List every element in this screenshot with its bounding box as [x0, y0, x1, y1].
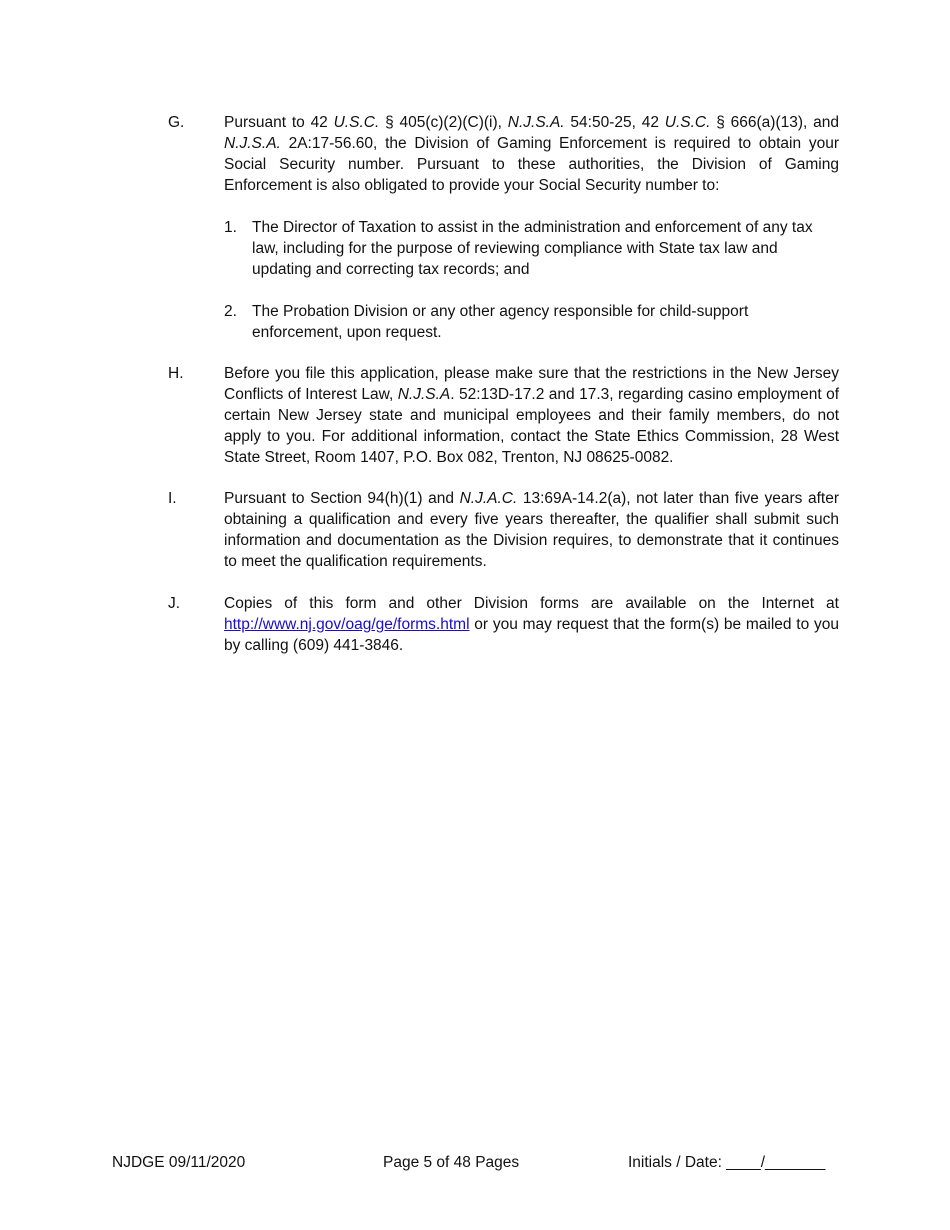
section-g-text-part: Pursuant to 42 — [224, 114, 334, 131]
section-j-text-part: or you may request that the form(s) be mailed to you by calling (609) 441-3846. — [224, 616, 839, 654]
section-g-text — [224, 112, 839, 196]
section-g-letter: G. — [168, 114, 185, 131]
section-h-text — [224, 363, 839, 468]
footer-form-id: NJDGE 09/11/2020 — [112, 1154, 246, 1171]
section-i-text-part: Pursuant to Section 94(h)(1) and — [224, 490, 460, 507]
section-g-text-part: § 405(c)(2)(C)(i), — [379, 114, 508, 131]
section-g-text-part: 54:50-25, 42 — [564, 114, 665, 131]
sublist-item-number: 2. — [224, 303, 237, 320]
section-i-text-part: 13:69A-14.2(a), not later than five years after obtaining a qualification and every five years thereafter, the qualifier shall submit such information and documentation as the Division requires, to demonstrate that it continues to meet the qualification requirements. — [224, 490, 840, 570]
forms-link[interactable]: http://www.nj.gov/oag/ge/forms.html — [224, 616, 470, 633]
section-g-text-part: § 666(a)(13), and — [710, 114, 839, 131]
section-j-text-part: Copies of this form and other Division forms are available on the Internet at — [224, 595, 839, 612]
citation-usc: U.S.C. — [333, 114, 380, 131]
section-i-letter: I. — [168, 490, 177, 507]
citation-njsa: N.J.S.A — [397, 386, 451, 403]
section-h-text-part: . 52:13D-17.2 and 17.3, regarding casino employment of certain New Jersey state and municipal employees and their family members, do not apply to you. For additional information, contact the State Ethics Commission, 28 West State Street, Room 1407, P.O. Box 082, Trenton, NJ 08625-0082. — [224, 386, 839, 466]
section-j-letter: J. — [168, 595, 181, 612]
footer-initials-date: Initials / Date: ____/_______ — [628, 1154, 826, 1171]
section-j-text — [224, 593, 839, 656]
citation-njac: N.J.A.C. — [459, 490, 518, 507]
citation-njsa: N.J.S.A. — [224, 135, 281, 152]
citation-njsa: N.J.S.A. — [507, 114, 565, 131]
citation-usc: U.S.C. — [664, 114, 711, 131]
section-h-text-part: Before you file this application, please make sure that the restrictions in the New Jersey Conflicts of Interest Law, — [224, 365, 839, 403]
footer-page-number: Page 5 of 48 Pages — [383, 1154, 520, 1171]
section-h-letter: H. — [168, 365, 184, 382]
sublist-item-number: 1. — [224, 219, 237, 236]
section-g-text-part: 2A:17-56.60, the Division of Gaming Enforcement is required to obtain your Social Security number. Pursuant to these authorities, the Division of Gaming Enforcement is also obligated to provide your Social Security number to: — [224, 135, 839, 194]
sublist-item-text: The Probation Division or any other agency responsible for child-support enforcement, upon request. — [252, 303, 749, 341]
section-i-text — [224, 488, 839, 572]
sublist-item-text: The Director of Taxation to assist in the administration and enforcement of any tax law, including for the purpose of reviewing compliance with State tax law and updating and correcting tax records; and — [252, 219, 813, 278]
